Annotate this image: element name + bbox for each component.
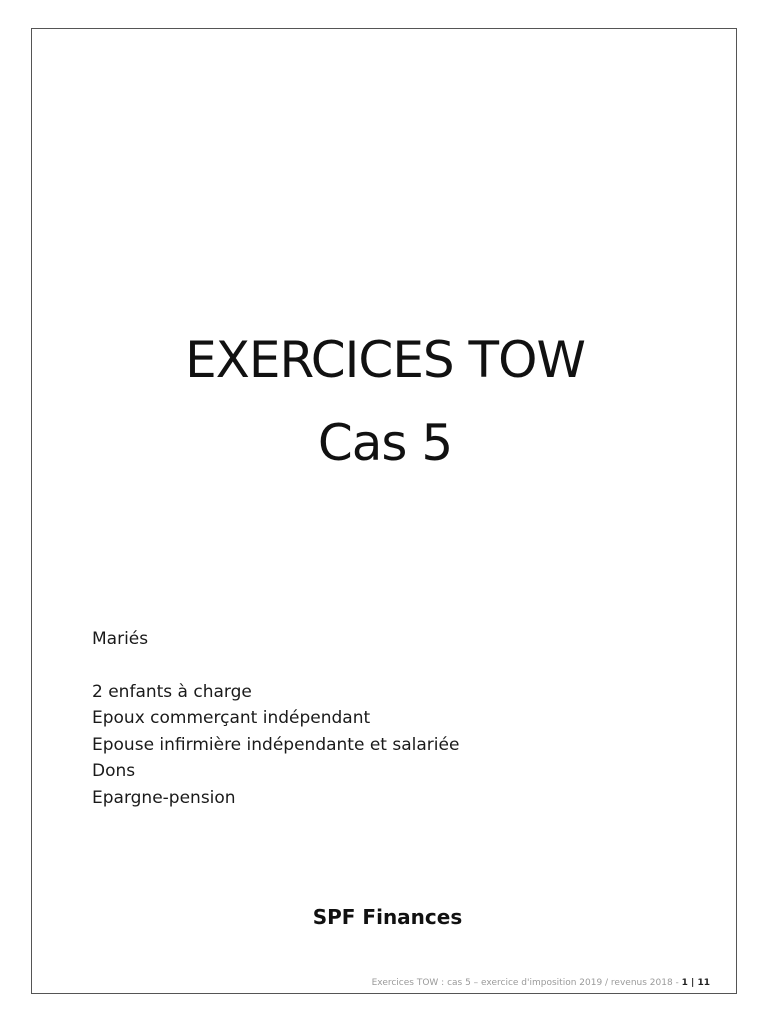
detail-item: Dons: [92, 761, 136, 781]
page-footer: [372, 976, 710, 990]
page-frame: [31, 28, 737, 994]
marital-status: Mariés: [92, 629, 149, 649]
spacer: [92, 653, 459, 679]
case-details: [92, 626, 459, 811]
document-title: EXERCICES TOW: [185, 331, 585, 389]
page-number: 1 | 11: [681, 978, 710, 988]
detail-item: Epouse infirmière indépendante et salariée: [92, 734, 460, 755]
detail-item: Epargne-pension: [92, 787, 236, 808]
detail-item: 2 enfants à charge: [92, 681, 252, 702]
document-subtitle: Cas 5: [317, 414, 453, 472]
detail-item: Epoux commerçant indépendant: [92, 708, 371, 728]
organization-name: SPF Finances: [312, 905, 463, 929]
footer-text: Exercices TOW : cas 5 – exercice d'imposition 2019 / revenus 2018 -: [371, 978, 682, 988]
